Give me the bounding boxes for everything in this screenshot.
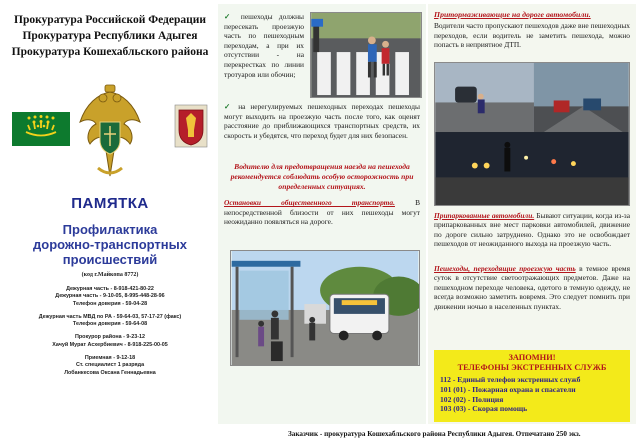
header-line: Прокуратура Республики Адыгея [22, 30, 198, 42]
transport-stops-text: В непосредственной близости от них пешеходы могут неожиданно появляться на дороге. [224, 198, 420, 227]
check-icon: ✓ [224, 12, 235, 21]
bullet-text: пешеходы должны пересекать проезжую часть по пешеходным переходам, а при их отсутствии - на перекрестках по линии тротуаров или обочин; [224, 12, 304, 79]
bullet-crossing-rules [224, 12, 304, 79]
header-line: Прокуратура Российской Федерации [14, 14, 206, 26]
prosecutor-emblem-icon [78, 84, 142, 184]
transport-stops-title: Остановки общественного транспорта. [224, 198, 395, 207]
emergency-number: 102 (02) - Полиция [440, 394, 504, 404]
braking-cars-title: Притормаживающие на дороге автомобили. [434, 10, 591, 19]
braking-cars-text: Водители часто пропускают пешеходов даже вне пешеходных переходов, если водитель не заметить пешехода, можно попасть в неприятное ДТП. [434, 21, 630, 50]
bus-stop-photo [230, 250, 420, 366]
contact-line: Лобанкесова Оксана Геннадьевна [64, 369, 156, 376]
bullet-unregulated-crossing [224, 102, 420, 140]
night-pedestrians-text: в темное время суток в отсутствие светоотражающих предметов. Даже на пешеходном переходе человека, одетого в темную одежду, не всегда возможно заметить вовремя. Это следует помнить при движении ночью в населенных пунктах. [434, 264, 630, 311]
right-panel [428, 4, 636, 424]
emergency-number: 101 (01) - Пожарная охрана и спасатели [440, 384, 576, 394]
contact-line: Телефон доверия - 59-64-08 [72, 321, 148, 328]
parked-cars-title: Припаркованные автомобили. [434, 211, 535, 220]
contact-line: Дежурная часть - 9-10-05, 8-995-448-28-96 [55, 293, 165, 300]
night-pedestrians-title: Пешеходы, переходящие проезжую часть [434, 264, 576, 273]
contact-line: Хачуй Мурат Асхербиевич - 8-918-225-00-05 [52, 341, 168, 348]
emergency-subtitle: ТЕЛЕФОНЫ ЭКСТРЕННЫХ СЛУЖБ [457, 363, 607, 372]
district-coat-of-arms-icon [174, 104, 208, 148]
contact-line: Прокурор района - 9-23-12 [75, 334, 145, 341]
print-footer: Заказчик - прокуратура Кошехабльского района Республики Адыгея. Отпечатано 250 экз. [288, 430, 581, 438]
emergency-number: 112 - Единый телефон экстренных служб [440, 375, 581, 384]
header-lines [4, 12, 216, 60]
area-code: (код г.Майкопа 8772) [81, 272, 139, 278]
emblems [4, 84, 216, 184]
topic-line: происшествий [62, 252, 158, 267]
driver-warning: Водителю для предотвращения наезда на пешехода рекомендуется соблюдать особую осторожность при определенных ситуациях. [230, 162, 414, 191]
topic-line: Профилактика [62, 222, 158, 237]
transport-stops-paragraph [224, 198, 420, 227]
crosswalk-photo [310, 12, 422, 98]
check-icon: ✓ [224, 102, 234, 111]
street-scenes-collage [434, 62, 630, 206]
emergency-title: ЗАПОМНИ! [508, 353, 556, 362]
contact-line: Приемная - 9-12-18 [84, 355, 136, 362]
parked-cars-text: Бывают ситуации, когда из-за припаркованных вне мест парковки автомобилей, движение по дороге сильно затруднено. Однако это не освобождает пешеходов от неожиданного выхода на проезжую часть. [434, 211, 630, 249]
parked-cars-paragraph [434, 211, 630, 249]
contact-line: Дежурная часть МВД по РА - 59-64-03, 57-17-27 (факс) [38, 313, 182, 320]
contact-line: Ст. специалист 1 разряда [75, 362, 145, 369]
header-line: Прокуратура Кошехабльского района [11, 46, 209, 58]
left-panel [4, 4, 216, 424]
emergency-numbers-box [434, 350, 630, 422]
topic-line: дорожно-транспортных [33, 237, 187, 252]
page-title: ПАМЯТКА [71, 195, 149, 212]
adygea-flag-icon [12, 112, 70, 146]
topic-title [4, 222, 216, 267]
contact-line: Телефон доверия - 59-04-28 [72, 300, 148, 307]
bullet-text: на нерегулируемых пешеходных переходах пешеходы могут выходить на проезжую часть после того, как оценят расстояние до приближающихся транспортных средств, их скорость и убедятся, что переход будет для них безопасен. [224, 102, 420, 140]
middle-panel [218, 4, 426, 424]
contacts-block [4, 286, 216, 377]
contact-line: Дежурная часть - 8-918-421-80-22 [66, 286, 154, 292]
night-pedestrians-paragraph [434, 264, 630, 311]
emergency-number: 103 (03) - Скорая помощь [440, 404, 528, 414]
